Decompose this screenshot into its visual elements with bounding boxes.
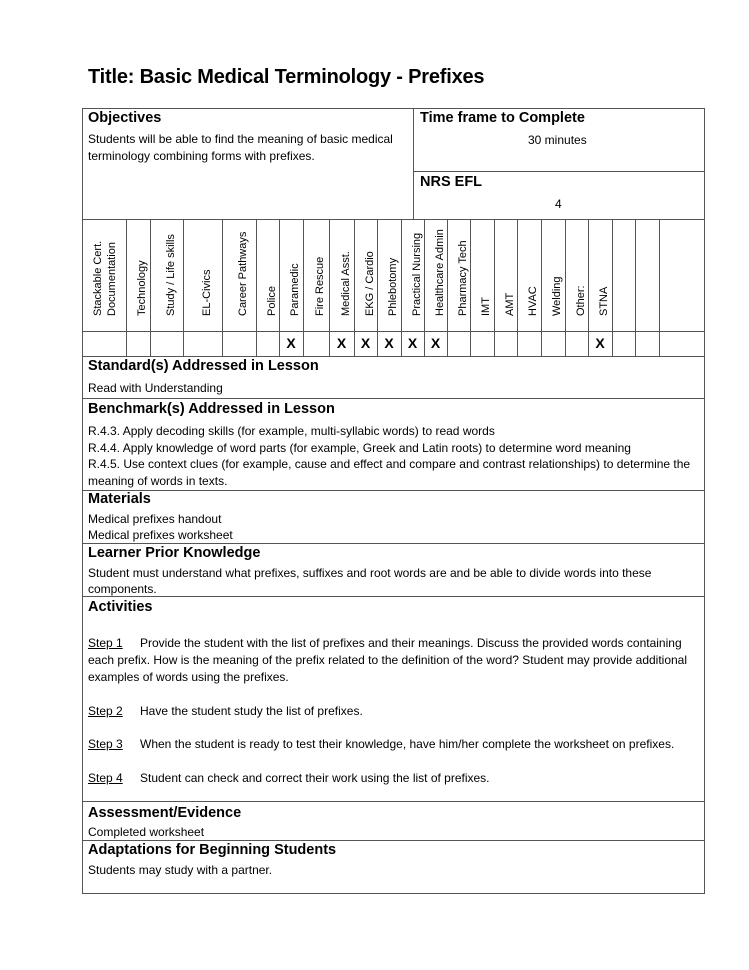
column-divider (565, 219, 566, 356)
step-text: examples of words using the prefixes. (88, 670, 289, 684)
objectives-text: Students will be able to find the meaning of basic medical (88, 132, 393, 146)
nrs-heading: NRS EFL (420, 174, 483, 190)
column-divider (517, 219, 518, 356)
step-label: Step 2 (88, 704, 123, 718)
column-divider (150, 219, 151, 356)
column-divider (494, 219, 495, 356)
column-divider (303, 219, 304, 356)
column-check-mark: X (384, 335, 394, 351)
column-header-label: Other: (574, 285, 587, 316)
step-text: Have the student study the list of prefixes. (140, 704, 363, 718)
column-header-label: Stackable Cert. (92, 240, 104, 316)
row-divider (413, 171, 705, 172)
column-header-label: Paramedic (289, 263, 301, 316)
timeframe-value: 30 minutes (528, 133, 587, 147)
assessment-text: Completed worksheet (88, 825, 205, 839)
benchmark-item: meaning of words in texts. (88, 474, 228, 488)
column-header (407, 228, 429, 328)
column-header-label: Career Pathways (237, 231, 249, 316)
column-check-mark: X (595, 335, 605, 351)
column-divider (612, 219, 613, 356)
column-header (262, 228, 284, 328)
column-header-label: AMT (503, 292, 516, 316)
standards-text: Read with Understanding (88, 381, 223, 395)
column-header-label: Documentation (106, 242, 118, 316)
row-divider (82, 356, 705, 357)
column-header-label: EKG / Cardio (363, 251, 376, 316)
column-check-mark: X (360, 335, 371, 351)
column-header-label: Study / Life skills (164, 234, 177, 316)
column-check-mark: X (430, 335, 441, 351)
step-label: Step 3 (88, 737, 123, 751)
standards-heading: Standard(s) Addressed in Lesson (88, 358, 319, 374)
column-divider (256, 219, 257, 356)
step-text: When the student is ready to test their knowledge, have him/her complete the worksheet on prefixes. (140, 737, 675, 751)
column-header-label: STNA (598, 286, 610, 316)
column-divider (541, 219, 542, 356)
benchmark-item: R.4.5. Use context clues (for example, cause and effect and compare and contrast relationships) to determine the (88, 457, 691, 471)
column-check-mark: X (336, 335, 347, 351)
column-header-label: Healthcare Admin (433, 229, 446, 316)
materials-item: Medical prefixes worksheet (88, 528, 233, 542)
column-header (102, 228, 124, 328)
materials-heading: Materials (88, 491, 151, 507)
row-divider (82, 490, 705, 491)
column-header-label: Fire Rescue (314, 256, 326, 316)
benchmark-item: R.4.3. Apply decoding skills (for example, multi-syllabic words) to read words (88, 424, 495, 438)
column-header (197, 228, 219, 328)
step-text: each prefix. How is the meaning of the prefix related to the definition of the word? Student may provide additional (88, 653, 688, 667)
column-header-label: EL-Civics (200, 269, 213, 316)
column-header (571, 228, 593, 328)
column-header-label: Pharmacy Tech (456, 240, 469, 316)
column-divider (329, 219, 330, 356)
column-header-label: Welding (551, 276, 563, 316)
column-header (161, 228, 183, 328)
objectives-heading: Objectives (88, 110, 162, 126)
materials-item: Medical prefixes handout (88, 512, 222, 526)
column-header (360, 228, 382, 328)
column-header (453, 228, 475, 328)
nrs-value: 4 (555, 197, 562, 211)
adaptations-heading: Adaptations for Beginning Students (88, 842, 337, 858)
column-header-label: Practical Nursing (410, 232, 423, 316)
prior-heading: Learner Prior Knowledge (88, 545, 261, 561)
row-divider (82, 596, 705, 597)
timeframe-heading: Time frame to Complete (420, 110, 585, 126)
column-header (500, 228, 522, 328)
benchmark-item: R.4.4. Apply knowledge of word parts (for example, Greek and Latin roots) to determine word meaning (88, 441, 631, 455)
prior-text: Student must understand what prefixes, suffixes and root words are and be able to divide words into these (88, 566, 652, 580)
column-divider (659, 219, 660, 356)
adaptations-text: Students may study with a partner. (88, 863, 273, 877)
column-header-label: Police (265, 286, 278, 316)
benchmarks-heading: Benchmark(s) Addressed in Lesson (88, 401, 335, 417)
column-header-label: HVAC (527, 286, 539, 316)
objectives-text: terminology combining forms with prefixes. (88, 149, 315, 163)
column-divider (413, 108, 414, 219)
column-divider (126, 219, 127, 356)
column-header (233, 228, 255, 328)
column-divider (222, 219, 223, 356)
column-header (430, 228, 452, 328)
column-divider (183, 219, 184, 356)
column-divider (588, 219, 589, 356)
column-divider (377, 219, 378, 356)
activities-heading: Activities (88, 599, 153, 615)
row-divider (82, 398, 705, 399)
assessment-heading: Assessment/Evidence (88, 805, 242, 821)
column-divider (279, 219, 280, 356)
column-divider (470, 219, 471, 356)
column-header-label: IMT (480, 297, 492, 316)
step-label: Step 4 (88, 771, 123, 785)
page-title: Title: Basic Medical Terminology - Prefixes (88, 66, 485, 88)
column-check-mark: X (286, 335, 296, 351)
column-divider (635, 219, 636, 356)
column-header-label: Medical Asst. (339, 251, 352, 316)
column-header-label: Phlebotomy (387, 257, 399, 316)
column-check-mark: X (407, 335, 418, 351)
step-label: Step 1 (88, 636, 123, 650)
column-divider (447, 219, 448, 356)
step-text: Student can check and correct their work using the list of prefixes. (140, 771, 490, 785)
prior-text: components. (88, 582, 157, 596)
column-header-label: Technology (136, 260, 148, 316)
step-text: Provide the student with the list of prefixes and their meanings. Discuss the provided words containing (140, 636, 682, 650)
row-divider (82, 801, 705, 802)
